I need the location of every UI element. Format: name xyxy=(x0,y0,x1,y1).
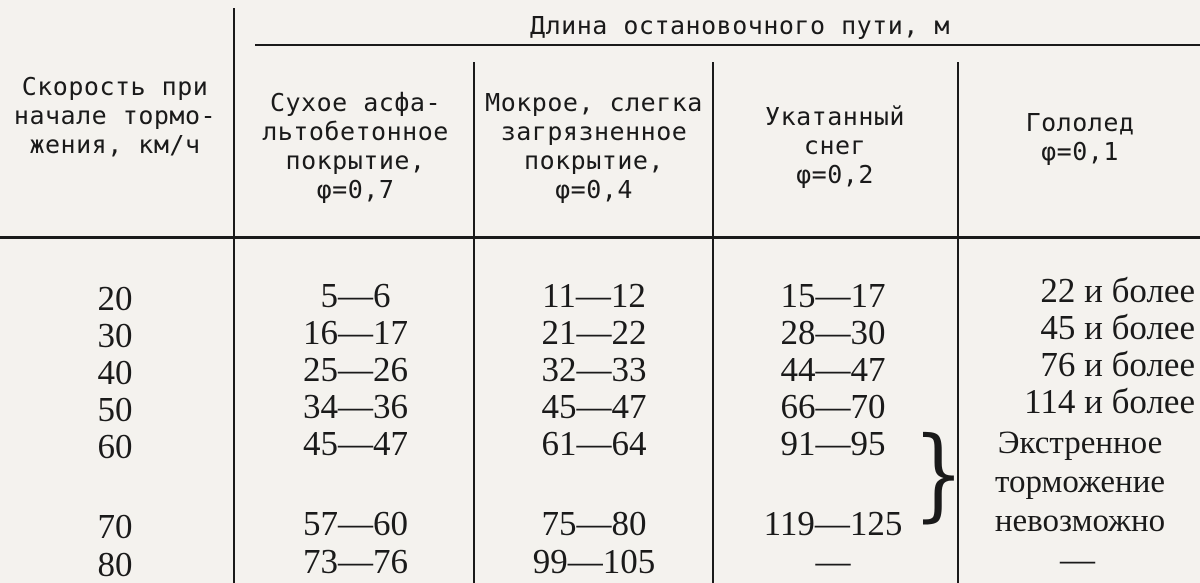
dry-distance: 45—47 xyxy=(303,424,408,463)
surface-header-wet: Мокрое, слегка загрязненное покрытие, φ=0,4 xyxy=(485,88,703,204)
snow-distance: 119—125 xyxy=(763,504,903,543)
distance-header: Длина остановочного пути, м xyxy=(530,11,950,40)
column-divider-wet xyxy=(712,62,714,583)
wet-distance: 75—80 xyxy=(541,504,647,543)
speed-value: 50 xyxy=(97,390,133,429)
speed-header: Скорость при начале тормо- жения, км/ч xyxy=(13,72,217,159)
dry-distance: 57—60 xyxy=(303,504,408,543)
surface-header-dry: Сухое асфа- льтобетонное покрытие, φ=0,7 xyxy=(262,88,449,204)
header-top-rule xyxy=(255,44,1200,46)
wet-distance: 21—22 xyxy=(541,313,647,352)
dry-distance: 16—17 xyxy=(303,313,408,352)
speed-value: 20 xyxy=(97,279,133,318)
grouping-brace: } xyxy=(913,415,964,532)
dry-distance: 25—26 xyxy=(303,350,408,389)
ice-distance: 45 и более xyxy=(1040,308,1195,347)
surface-header-ice: Гололед φ=0,1 xyxy=(1025,108,1135,166)
speed-value: 40 xyxy=(97,353,133,392)
wet-distance: 11—12 xyxy=(542,276,646,315)
emergency-braking-note: Экстренное торможение невозможно xyxy=(994,425,1166,539)
snow-distance: 28—30 xyxy=(780,313,886,352)
dry-distance: 5—6 xyxy=(320,276,391,315)
surface-header-snow: Укатанный снег φ=0,2 xyxy=(765,102,905,189)
snow-distance: 15—17 xyxy=(780,276,886,315)
wet-distance: 45—47 xyxy=(541,387,647,426)
speed-value: 30 xyxy=(97,316,133,355)
header-bottom-rule xyxy=(0,236,1200,239)
speed-value: 70 xyxy=(97,507,133,546)
speed-value: 80 xyxy=(97,545,133,583)
wet-distance: 61—64 xyxy=(541,424,647,463)
ice-distance: 114 и более xyxy=(1024,382,1195,421)
snow-distance: 66—70 xyxy=(780,387,886,426)
dry-distance: 73—76 xyxy=(303,542,408,581)
snow-distance: — xyxy=(815,542,851,581)
dry-distance: 34—36 xyxy=(303,387,408,426)
column-divider-dry xyxy=(473,62,475,583)
speed-value: 60 xyxy=(97,427,133,466)
wet-distance: 99—105 xyxy=(532,542,656,581)
snow-distance: 91—95 xyxy=(780,424,886,463)
ice-distance: 22 и более xyxy=(1040,271,1195,310)
ice-distance: 76 и более xyxy=(1040,345,1195,384)
column-divider-speed xyxy=(233,8,235,583)
snow-distance: 44—47 xyxy=(780,350,886,389)
ice-distance: — xyxy=(1060,540,1095,579)
wet-distance: 32—33 xyxy=(541,350,647,389)
